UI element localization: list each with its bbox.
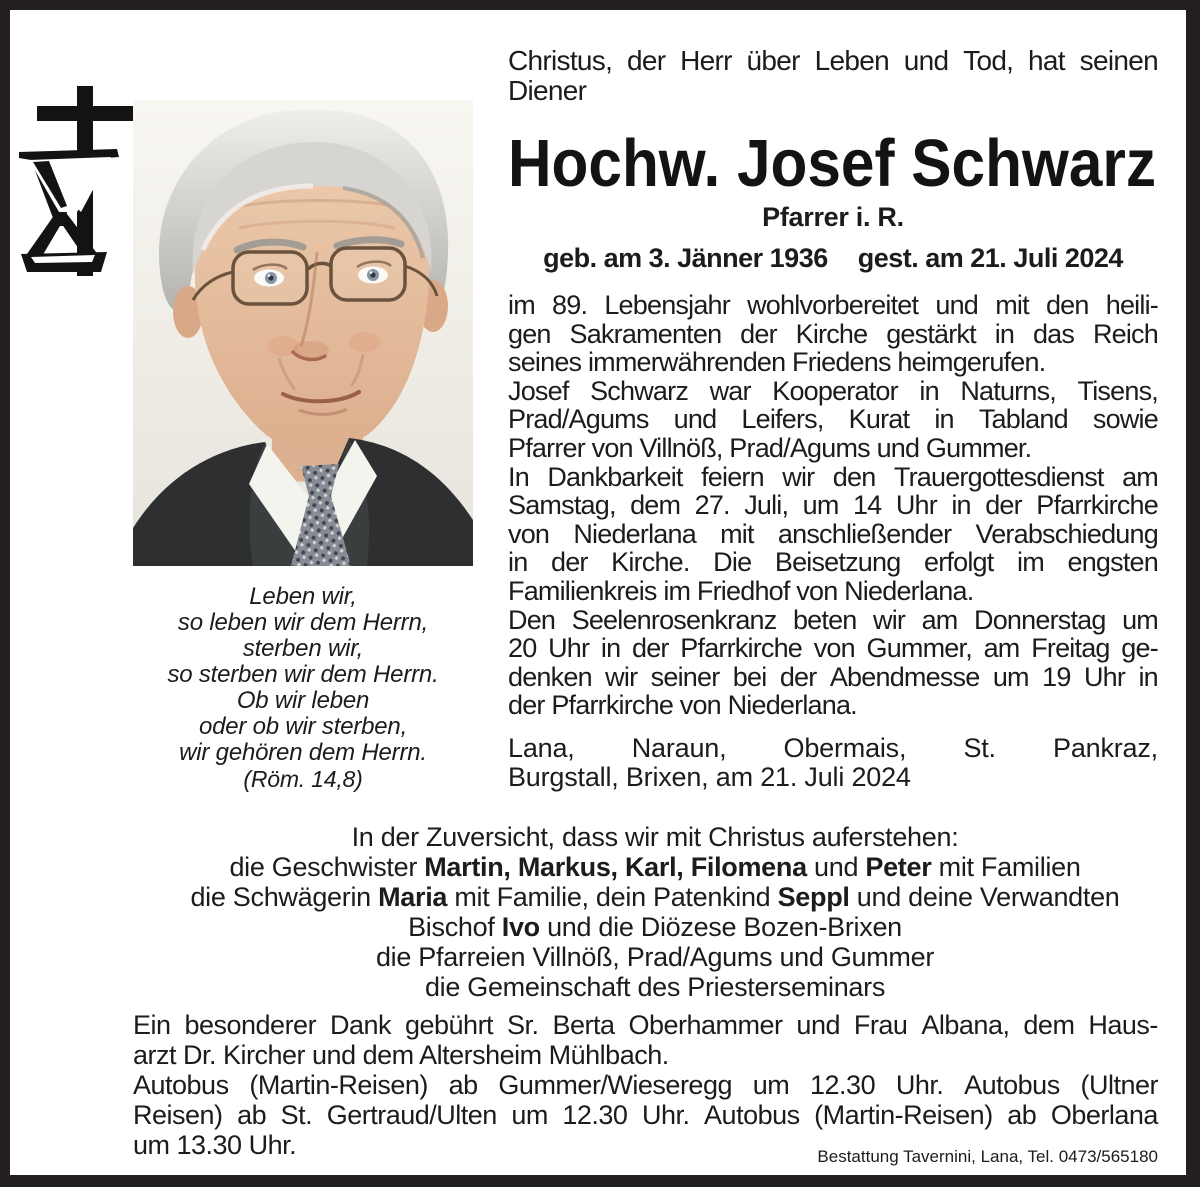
obituary-body: im 89. Lebensjahr wohlvorbereitet und mit den heili- gen Sakramenten der Kirche gestärkt in das Reich seines immerwährenden Friedens heimgerufen. Josef Schwarz war Kooperator in Naturns, Tisens, Prad/Agums und Leifers, Kurat in Tabland sowie Pfarrer von Villnöß, Prad/Agums und Gummer. In Dankbarkeit feiern wir den Trauergottesdienst am Samstag, dem 27. Juli, um 14 Uhr in der Pfarrkirche von Niederlana mit anschließender Verabschiedung in der Kirche. Die Beisetzung erfolgt im engsten Familienkreis im Friedhof von Niederlana. Den Seelenrosenkranz beten wir am Donnerstag um 20 Uhr in der Pfarrkirche von Gummer, am Freitag ge- denken wir seiner bei der Abendmesse um 19 Uhr in der Pfarrkirche von Niederlana. <box>508 290 1158 721</box>
verse-source: (Röm. 14,8) <box>243 766 363 792</box>
condolence-section: In der Zuversicht, dass wir mit Christus auferstehen: die Geschwister Martin, Markus, Karl, Filomena und Peter mit Familien die Schwägerin Maria mit Familie, dein Patenkind Seppl und deine Verwandten Bischof Ivo und die Diözese Bozen-Brixen die Pfarreien Villnöß, Prad/Agums und Gummer die Gemeinschaft des Priesterseminars <box>190 822 1120 1002</box>
verse <box>130 584 476 792</box>
verse-lines: Leben wir, so leben wir dem Herrn, sterben wir, so sterben wir dem Herrn. Ob wir leben oder ob wir sterben, wir gehören dem Herrn. <box>167 583 439 766</box>
funeral-home-credit: Bestattung Tavernini, Lana, Tel. 0473/565180 <box>817 1147 1158 1166</box>
portrait-photo <box>133 100 473 566</box>
life-dates <box>508 243 1158 274</box>
death-date: gest. am 21. Juli 2024 <box>857 243 1123 273</box>
birth-date: geb. am 3. Jänner 1936 <box>543 243 828 273</box>
page-title <box>506 128 1160 208</box>
intro-text: Christus, der Herr über Leben und Tod, hat seinen Diener <box>508 45 1158 106</box>
places-date: Lana, Naraun, Obermais, St. Pankraz, Burgstall, Brixen, am 21. Juli 2024 <box>508 733 1158 792</box>
subtitle: Pfarrer i. R. <box>762 202 904 232</box>
thanks-and-bus-info: Ein besonderer Dank gebührt Sr. Berta Oberhammer und Frau Albana, dem Haus- arzt Dr. Kircher und dem Altersheim Mühlbach. Autobus (Martin-Reisen) ab Gummer/Wieseregg um 12.30 Uhr. Autobus (Ultner Reisen) ab St. Gertraud/Ulten um 12.30 Uhr. Autobus (Martin-Reisen) ab Oberlana um 13.30 Uhr. <box>133 1010 1158 1160</box>
svg-text:Hochw. Josef Schwarz: Hochw. Josef Schwarz <box>508 128 1156 201</box>
cross-chalice-icon <box>15 86 135 278</box>
